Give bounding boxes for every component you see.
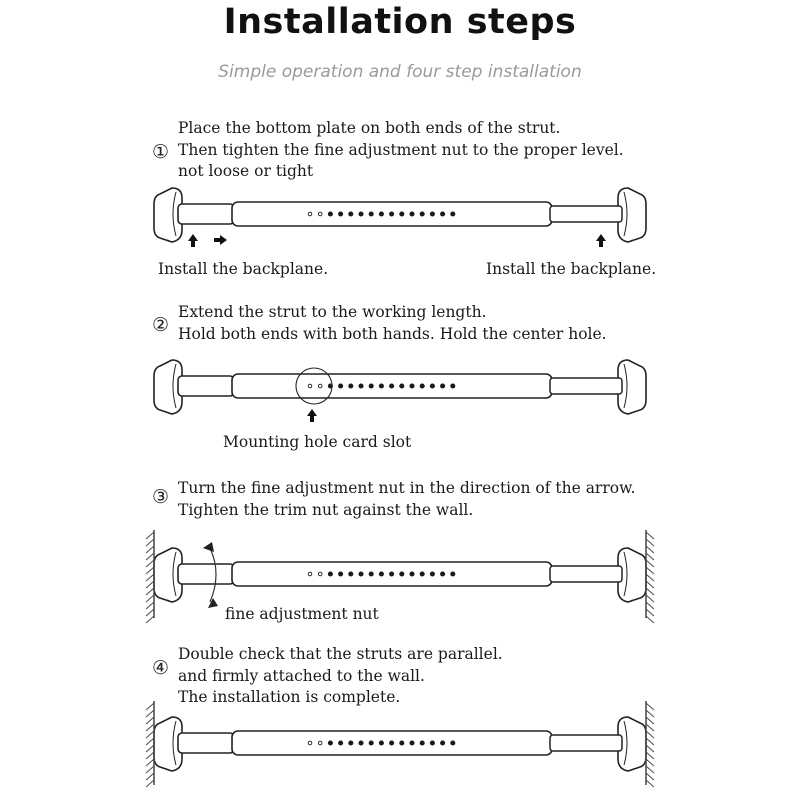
left-adjustment-nut: [178, 376, 234, 396]
step-4-line-3: The installation is complete.: [178, 688, 401, 706]
left-wall-hatch: [146, 731, 154, 738]
inner-tube: [550, 206, 622, 222]
left-wall-hatch: [146, 539, 154, 546]
adjustment-hole: [390, 212, 394, 216]
step-4-strut-diagram: [0, 700, 800, 790]
right-wall-hatch: [646, 539, 654, 546]
left-wall-hatch: [146, 773, 154, 780]
step-3-strut-diagram: [0, 528, 800, 628]
left-adjustment-nut: [178, 564, 234, 584]
adjustment-hole: [390, 741, 394, 745]
step-1-label-left: Install the backplane.: [158, 260, 329, 278]
adjustment-hole: [339, 212, 343, 216]
adjustment-hole: [328, 572, 332, 576]
up-arrow-icon: [596, 234, 606, 247]
step-3-line-1: Turn the fine adjustment nut in the direction of the arrow.: [178, 479, 636, 497]
step-3-label-nut: fine adjustment nut: [225, 605, 379, 623]
adjustment-hole: [420, 212, 424, 216]
adjustment-hole: [359, 572, 363, 576]
step-1-line-1: Place the bottom plate on both ends of the strut.: [178, 119, 561, 137]
adjustment-hole: [349, 384, 353, 388]
adjustment-hole: [451, 741, 455, 745]
page-title: Installation steps: [223, 2, 577, 42]
left-wall-hatch: [146, 717, 154, 724]
rotation-arrow-icon: [208, 598, 218, 608]
step-2-strut-diagram: [0, 355, 800, 425]
adjustment-hole: [430, 572, 434, 576]
adjustment-hole: [359, 212, 363, 216]
adjustment-hole: [359, 384, 363, 388]
step-1-line-2: Then tighten the fine adjustment nut to the proper level.: [178, 140, 624, 159]
adjustment-hole: [339, 384, 343, 388]
step-2-text: [178, 302, 607, 345]
adjustment-hole: [379, 572, 383, 576]
right-wall-hatch: [646, 724, 654, 731]
left-wall-hatch: [146, 609, 154, 616]
adjustment-hole: [441, 741, 445, 745]
adjustment-hole: [441, 212, 445, 216]
step-1-number: ①: [152, 141, 170, 163]
adjustment-hole: [369, 212, 373, 216]
left-wall-hatch: [146, 703, 154, 710]
adjustment-hole: [379, 741, 383, 745]
right-wall-hatch: [646, 738, 654, 745]
right-wall-hatch: [646, 567, 654, 574]
left-wall-hatch: [146, 752, 154, 759]
adjustment-hole: [410, 572, 414, 576]
right-wall-hatch: [646, 780, 654, 787]
inner-tube: [550, 566, 622, 582]
adjustment-hole: [410, 384, 414, 388]
adjustment-hole: [308, 212, 312, 216]
right-wall-hatch: [646, 759, 654, 766]
adjustment-hole: [328, 212, 332, 216]
step-1-line-3: not loose or tight: [178, 162, 314, 180]
strut: [154, 188, 646, 242]
adjustment-hole: [441, 384, 445, 388]
adjustment-hole: [328, 741, 332, 745]
right-wall-hatch: [646, 766, 654, 773]
adjustment-hole: [430, 384, 434, 388]
left-wall-hatch: [146, 588, 154, 595]
step-3-number: ③: [152, 486, 170, 508]
left-wall-hatch: [146, 532, 154, 539]
left-wall-hatch: [146, 759, 154, 766]
adjustment-hole: [308, 741, 312, 745]
right-wall-hatch: [646, 752, 654, 759]
right-wall-hatch: [646, 532, 654, 539]
right-wall-hatch: [646, 546, 654, 553]
right-wall-hatch: [646, 703, 654, 710]
adjustment-hole: [410, 741, 414, 745]
adjustment-hole: [318, 384, 322, 388]
right-wall-hatch: [646, 581, 654, 588]
left-adjustment-nut: [178, 733, 234, 753]
right-wall-hatch: [646, 745, 654, 752]
right-wall-hatch: [646, 602, 654, 609]
left-wall-hatch: [146, 553, 154, 560]
page-subtitle: Simple operation and four step installation: [218, 62, 582, 82]
adjustment-hole: [369, 572, 373, 576]
left-wall-hatch: [146, 766, 154, 773]
left-wall-hatch: [146, 738, 154, 745]
step-1-strut-diagram: [0, 185, 800, 255]
adjustment-hole: [400, 572, 404, 576]
adjustment-hole: [451, 572, 455, 576]
step-4-line-1: Double check that the struts are parallel.: [178, 645, 503, 663]
right-wall-hatch: [646, 731, 654, 738]
adjustment-hole: [430, 212, 434, 216]
left-adjustment-nut: [178, 204, 234, 224]
adjustment-hole: [339, 741, 343, 745]
left-wall-hatch: [146, 560, 154, 567]
left-wall-hatch: [146, 616, 154, 623]
step-1-label-right: Install the backplane.: [486, 260, 657, 278]
strut: [146, 701, 654, 787]
step-1-text: [178, 118, 624, 183]
adjustment-hole: [359, 741, 363, 745]
right-wall-hatch: [646, 710, 654, 717]
step-3-text: [178, 478, 635, 521]
adjustment-hole: [349, 212, 353, 216]
adjustment-hole: [400, 212, 404, 216]
left-wall-hatch: [146, 574, 154, 581]
adjustment-hole: [420, 572, 424, 576]
left-wall-hatch: [146, 567, 154, 574]
left-wall-hatch: [146, 724, 154, 731]
adjustment-hole: [420, 384, 424, 388]
right-wall-hatch: [646, 553, 654, 560]
inner-tube: [550, 735, 622, 751]
right-wall-hatch: [646, 616, 654, 623]
step-2-label-hole: Mounting hole card slot: [223, 433, 412, 451]
adjustment-hole: [410, 212, 414, 216]
step-2-number: ②: [152, 314, 170, 336]
rotation-arrow-icon: [203, 542, 214, 552]
step-4-text: [178, 644, 503, 709]
right-wall-hatch: [646, 588, 654, 595]
right-wall-hatch: [646, 574, 654, 581]
adjustment-hole: [390, 384, 394, 388]
adjustment-hole: [400, 384, 404, 388]
up-arrow-icon: [188, 234, 198, 247]
left-wall-hatch: [146, 745, 154, 752]
right-wall-hatch: [646, 609, 654, 616]
right-wall-hatch: [646, 595, 654, 602]
adjustment-hole: [420, 741, 424, 745]
right-wall-hatch: [646, 560, 654, 567]
step-3-line-2: Tighten the trim nut against the wall.: [178, 500, 474, 519]
adjustment-hole: [379, 212, 383, 216]
adjustment-hole: [318, 212, 322, 216]
up-arrow-icon: [307, 409, 317, 422]
left-wall-hatch: [146, 546, 154, 553]
left-wall-hatch: [146, 581, 154, 588]
adjustment-hole: [430, 741, 434, 745]
step-2-line-2: Hold both ends with both hands. Hold the center hole.: [178, 324, 607, 343]
adjustment-hole: [441, 572, 445, 576]
inner-tube: [550, 378, 622, 394]
adjustment-hole: [369, 741, 373, 745]
right-wall-hatch: [646, 773, 654, 780]
adjustment-hole: [308, 384, 312, 388]
step-2-line-1: Extend the strut to the working length.: [178, 303, 487, 321]
left-wall-hatch: [146, 780, 154, 787]
adjustment-hole: [379, 384, 383, 388]
adjustment-hole: [318, 741, 322, 745]
strut: [154, 360, 646, 414]
adjustment-hole: [451, 384, 455, 388]
left-wall-hatch: [146, 602, 154, 609]
right-wall-hatch: [646, 717, 654, 724]
adjustment-hole: [318, 572, 322, 576]
adjustment-hole: [400, 741, 404, 745]
step-4-number: ④: [152, 657, 170, 679]
strut: [146, 530, 654, 623]
adjustment-hole: [339, 572, 343, 576]
adjustment-hole: [451, 212, 455, 216]
left-wall-hatch: [146, 710, 154, 717]
adjustment-hole: [349, 572, 353, 576]
adjustment-hole: [369, 384, 373, 388]
left-wall-hatch: [146, 595, 154, 602]
step-4-line-2: and firmly attached to the wall.: [178, 666, 425, 685]
adjustment-hole: [349, 741, 353, 745]
right-arrow-icon: [214, 235, 227, 245]
adjustment-hole: [390, 572, 394, 576]
adjustment-hole: [308, 572, 312, 576]
